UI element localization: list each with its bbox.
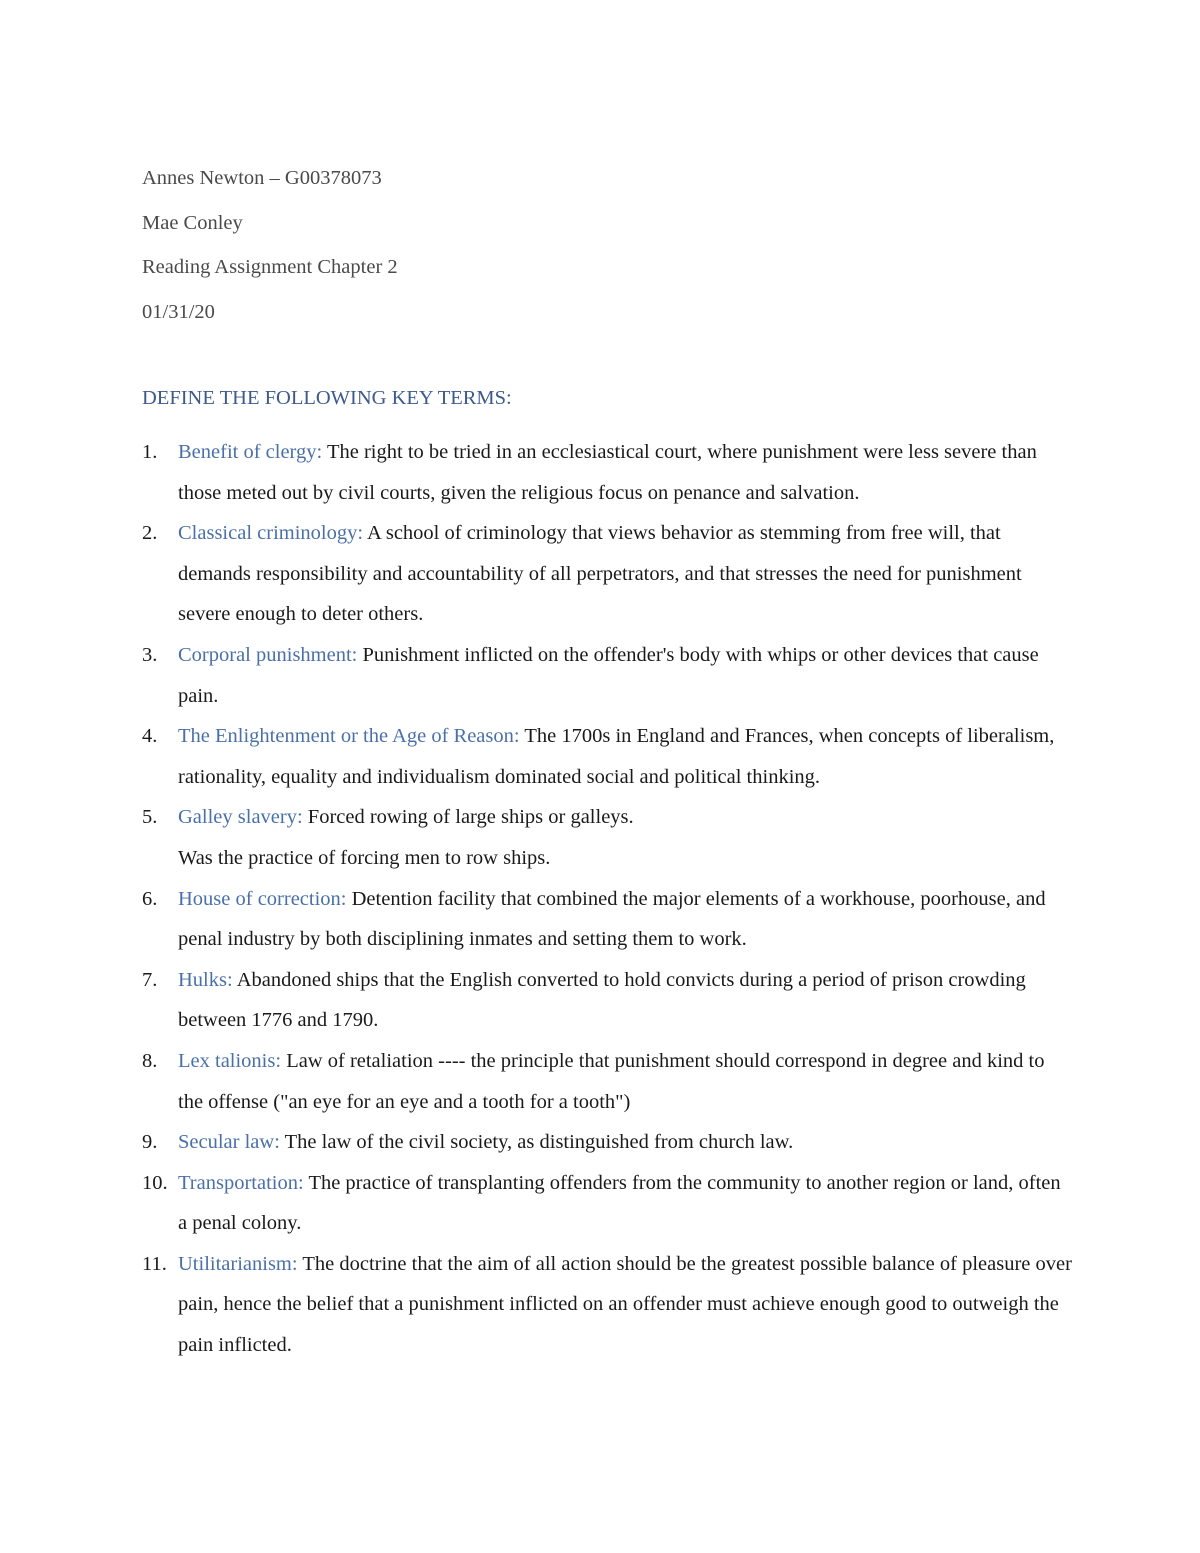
term-number: 2. (142, 522, 158, 545)
term-name: Utilitarianism: (178, 1252, 298, 1275)
term-definition: The 1700s in England and Frances, when concepts of liberalism, rationality, equality and individualism dominated social and political thinking. (178, 725, 1055, 788)
term-item-7 (142, 960, 1072, 1041)
term-name: Corporal punishment: (178, 643, 358, 666)
term-number: 1. (142, 441, 158, 463)
term-item-9 (142, 1122, 1072, 1163)
term-name: Benefit of clergy: (178, 441, 323, 463)
term-definition: Law of retaliation ---- the principle that punishment should correspond in degree and kind to the offense ("an eye for an eye and a tooth for a tooth") (178, 1049, 1045, 1113)
term-item-3 (142, 635, 1072, 716)
term-name: Lex talionis: (178, 1049, 282, 1072)
term-number: 5. (142, 806, 158, 829)
assignment-title: Reading Assignment Chapter 2 (142, 256, 398, 279)
instructor-name: Mae Conley (142, 211, 243, 234)
term-definition: The right to be tried in an ecclesiastical court, where punishment were less severe than those meted out by civil courts, given the religious focus on penance and salvation. (178, 441, 1037, 504)
term-definition: The law of the civil society, as distinguished from church law. (284, 1131, 794, 1154)
document-header (142, 156, 1062, 335)
term-definition: A school of criminology that views behavior as stemming from free will, that demands responsibility and accountability of all perpetrators, and that stresses the need for punishment severe enough to deter others. (178, 522, 1022, 626)
term-number: 4. (142, 725, 158, 748)
assignment-date: 01/31/20 (142, 301, 215, 324)
term-name: Hulks: (178, 968, 233, 991)
term-item-1 (142, 432, 1072, 513)
term-name: Galley slavery: (178, 806, 303, 829)
term-definition: Forced rowing of large ships or galleys. (307, 806, 634, 829)
term-extra-note: Was the practice of forcing men to row ships. (178, 846, 551, 869)
term-item-6 (142, 879, 1072, 960)
term-name: Transportation: (178, 1171, 304, 1194)
term-definition: Abandoned ships that the English converted to hold convicts during a period of prison crowding between 1776 and 1790. (178, 968, 1026, 1032)
term-item-10 (142, 1163, 1072, 1244)
term-number: 3. (142, 643, 158, 666)
term-name: Classical criminology: (178, 522, 364, 545)
term-definition: The doctrine that the aim of all action should be the greatest possible balance of pleasure over pain, hence the belief that a punishment inflicted on an offender must achieve enough good to outweigh the pain inflicted. (178, 1252, 1072, 1357)
term-number: 10. (142, 1171, 168, 1194)
term-definition: Punishment inflicted on the offender's body with whips or other devices that cause pain. (178, 643, 1039, 707)
section-heading: DEFINE THE FOLLOWING KEY TERMS: (142, 387, 512, 409)
term-number: 6. (142, 887, 158, 910)
term-name: Secular law: (178, 1131, 280, 1154)
term-item-4 (142, 716, 1072, 797)
term-item-8 (142, 1041, 1072, 1122)
term-name: House of correction: (178, 887, 347, 910)
term-item-2 (142, 513, 1072, 635)
term-item-5 (142, 797, 1072, 878)
key-terms-list (142, 432, 1072, 1366)
term-name: The Enlightenment or the Age of Reason: (178, 725, 520, 748)
term-number: 8. (142, 1049, 158, 1072)
term-definition: Detention facility that combined the major elements of a workhouse, poorhouse, and penal industry by both disciplining inmates and setting them to work. (178, 887, 1046, 951)
term-definition: The practice of transplanting offenders from the community to another region or land, often a penal colony. (178, 1171, 1061, 1235)
term-item-11 (142, 1244, 1072, 1366)
term-number: 7. (142, 968, 158, 991)
student-name-id: Annes Newton – G00378073 (142, 167, 382, 189)
term-number: 9. (142, 1131, 158, 1154)
term-number: 11. (142, 1252, 167, 1275)
